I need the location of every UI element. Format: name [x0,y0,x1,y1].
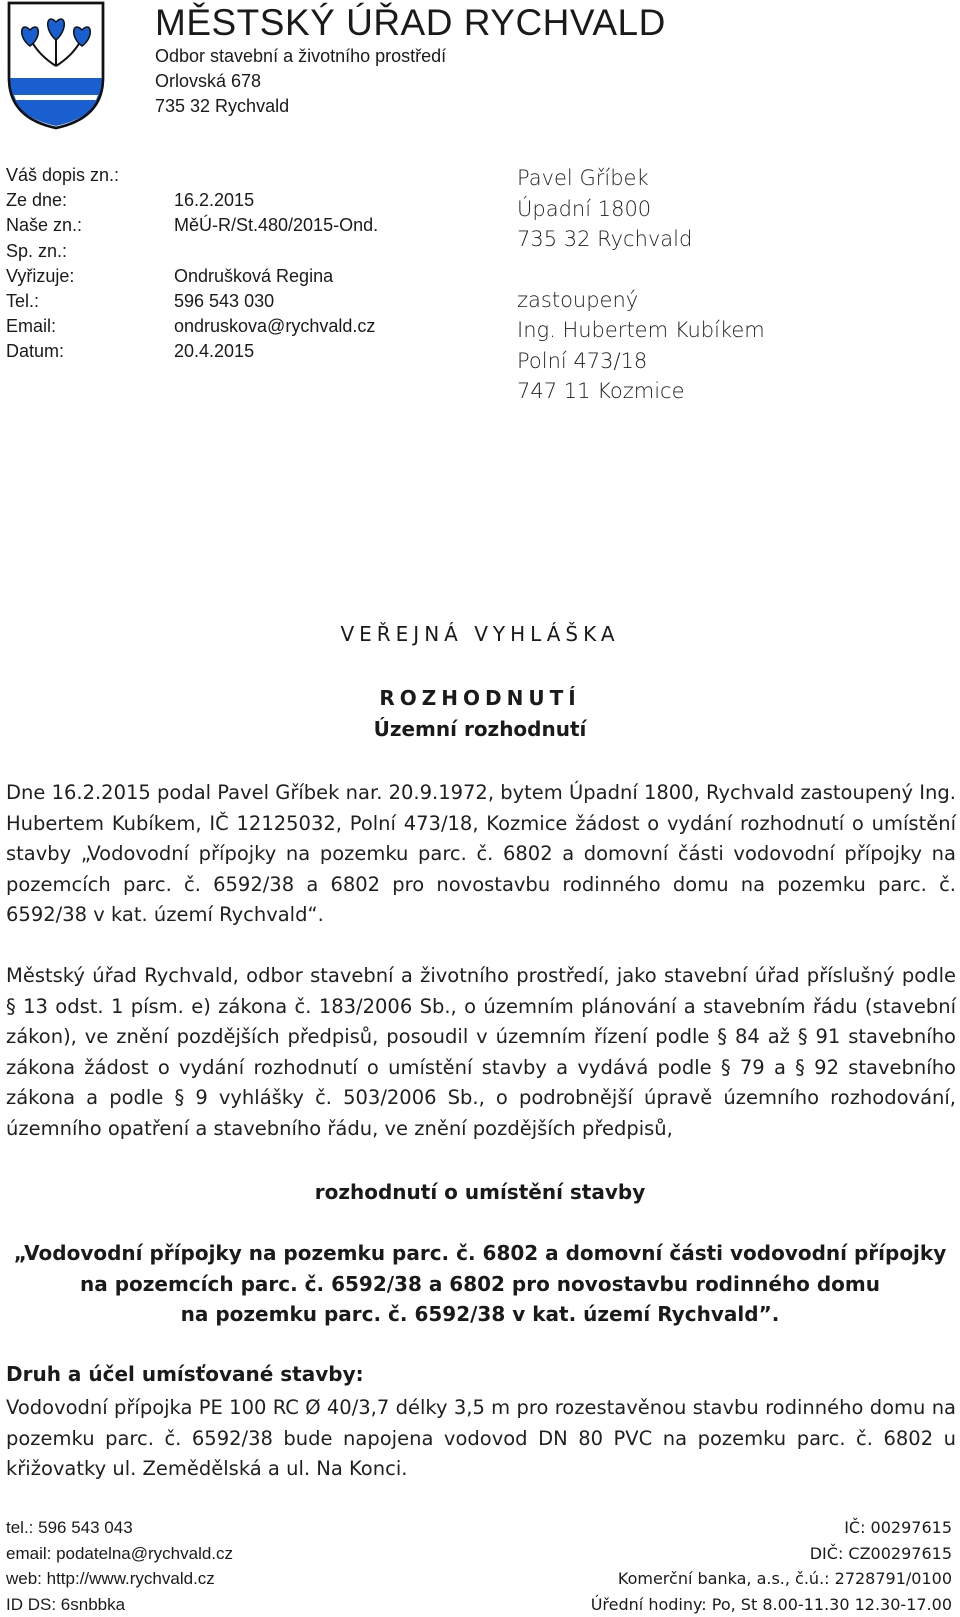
footer [6,1515,952,1617]
office-name: MĚSTSKÝ ÚŘAD RYCHVALD [155,2,666,43]
footer-bank: Komerční banka, a.s., č.ú.: 2728791/0100 [617,1569,952,1588]
project-title-line: „Vodovodní přípojky na pozemku parc. č. 6802 a domovní části vodovodní přípojky [13,1241,947,1265]
footer-tel: tel.: 596 543 043 [6,1518,133,1537]
ref-value: MěÚ-R/St.480/2015-Ond. [174,215,379,236]
ref-label: Váš dopis zn.: [6,165,120,185]
representative-name: Ing. Hubertem Kubíkem [517,318,765,342]
ref-row [6,213,378,238]
office-street: Orlovská 678 [155,71,262,91]
ref-value: Ondrušková Regina [174,265,334,286]
ref-label: Ze dne: [6,190,68,211]
ref-value: 16.2.2015 [174,190,255,211]
footer-ico: IČ: 00297615 [844,1518,952,1537]
ref-row [6,289,378,314]
ref-row [6,188,378,213]
footer-email: email: podatelna@rychvald.cz [6,1543,234,1563]
project-title [0,1238,960,1330]
ref-label: Tel.: [6,290,40,311]
ref-row [6,339,378,364]
ref-label: Sp. zn.: [6,240,68,261]
decision-type-heading: Územní rozhodnutí [373,717,587,741]
ref-value: 20.4.2015 [174,341,255,362]
footer-office-hours: Úřední hodiny: Po, St 8.00-11.30 12.30-17.00 [590,1594,952,1614]
footer-data-box: ID DS: 6snbbka [6,1594,126,1614]
paragraph-authority: Městský úřad Rychvald, odbor stavební a životního prostředí, jako stavební úřad příslušný podle § 13 odst. 1 písm. e) zákona č. 183/2006 Sb., o územním plánování a stavebním řádu (stavební zákon), ve znění pozdějších předpisů, posoudil v územním řízení podle § 84 až § 91 stavebního zákona žádost o vydání rozhodnutí o umístění stavby a vydává podle § 79 a § 92 stavebního zákona a podle § 9 vyhlášky č. 503/2006 Sb., o podrobnější úpravě územního rozhodování, územního opatření a stavebního řádu, ve znění pozdějších předpisů, [6,964,956,1140]
ref-row [6,314,378,339]
representative-city: 747 11 Kozmice [517,379,685,403]
office-header [155,2,666,119]
recipient-street: Úpadní 1800 [517,196,652,221]
represented-label: zastoupený [517,287,639,312]
public-notice-heading: VEŘEJNÁ VYHLÁŠKA [340,622,620,646]
footer-web: web: http://www.rychvald.cz [6,1569,215,1588]
ref-label: Naše zn.: [6,215,83,236]
decision-statement: rozhodnutí o umístění stavby [314,1180,646,1204]
footer-dic: DIČ: CZ00297615 [809,1543,952,1563]
construction-type-title: Druh a účel umísťované stavby: [6,1362,364,1386]
project-title-line: na pozemcích parc. č. 6592/38 a 6802 pro novostavbu rodinného domu [80,1271,880,1296]
ref-label: Email: [6,316,57,337]
recipient-address [517,163,765,407]
ref-row [6,264,378,289]
recipient-city: 735 32 Rychvald [517,227,693,251]
ref-label: Vyřizuje: [6,265,75,286]
paragraph-application: Dne 16.2.2015 podal Pavel Gříbek nar. 20.9.1972, bytem Úpadní 1800, Rychvald zastoupený Ing. Hubertem Kubíkem, IČ 12125032, Polní 473/18, Kozmice žádost o vydání rozhodnutí o umístění stavby „Vodovodní přípojky na pozemku parc. č. 6802 a domovní části vodovodní přípojky na pozemcích parc. č. 6592/38 a 6802 pro novostavbu rodinného domu na pozemku parc. č. 6592/38 v kat. území Rychvald“. [6,781,956,926]
representative-street: Polní 473/18 [517,348,648,373]
department: Odbor stavební a životního prostředí [155,46,447,66]
construction-type-text: Vodovodní přípojka PE 100 RC Ø 40/3,7 délky 3,5 m pro rozestavěnou stavbu rodinného domu na pozemku parc. č. 6592/38 bude napojena vodovod DN 80 PVC na pozemku parc. č. 6802 u křižovatky ul. Zemědělská a ul. Na Konci. [6,1396,956,1480]
ref-row [6,163,378,188]
ref-row [6,239,378,264]
ref-value: 596 543 030 [174,290,275,311]
office-city: 735 32 Rychvald [155,96,290,116]
ref-label: Datum: [6,341,65,362]
project-title-line: na pozemku parc. č. 6592/38 v kat. území Rychvald”. [180,1302,780,1326]
ref-value: ondruskova@rychvald.cz [174,316,376,337]
coat-of-arms-logo [6,0,106,130]
reference-block [6,163,378,365]
decision-heading: ROZHODNUTÍ [379,686,581,710]
recipient-name: Pavel Gříbek [517,166,649,190]
